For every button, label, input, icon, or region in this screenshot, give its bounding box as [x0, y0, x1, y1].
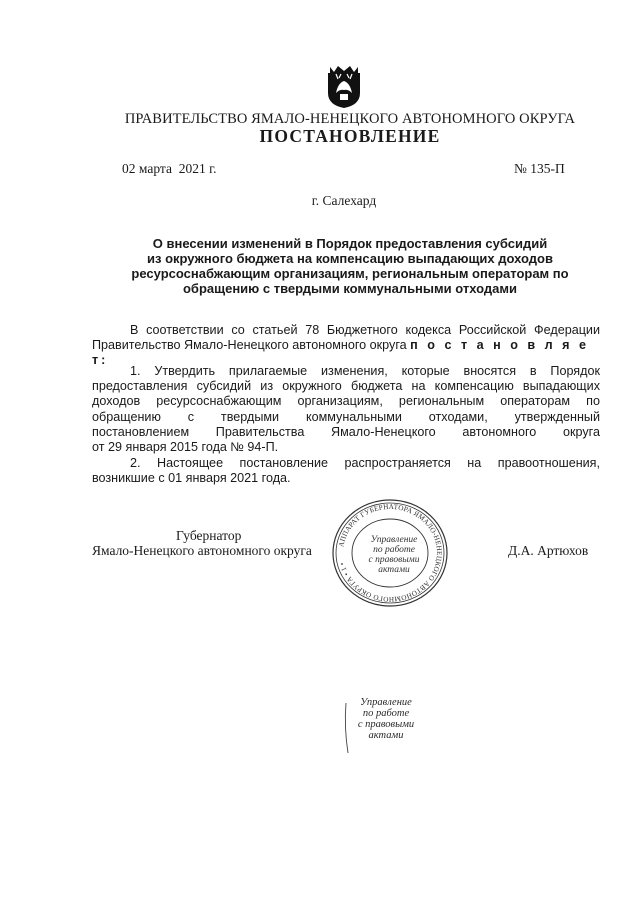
document-date: 02 марта 2021 г.	[122, 161, 217, 176]
stamp-line: Управление	[360, 697, 412, 708]
department-stamp	[340, 693, 424, 761]
item-line: обращению с твердыми коммунальными отходами, утвержденный	[92, 409, 600, 424]
item-line: предоставления субсидий из окружного бюджета на компенсацию выпадающих	[92, 379, 600, 394]
title-line: ресурсоснабжающим организациям, региональным операторам по	[131, 266, 569, 281]
title-line: из окружного бюджета на компенсацию выпадающих доходов	[147, 251, 553, 266]
title-line: О внесении изменений в Порядок предоставления субсидий	[152, 236, 548, 251]
stamp-line: актами	[368, 730, 404, 741]
document-number: № 135-П	[514, 161, 565, 176]
seal-inner-line: с правовыми	[368, 555, 420, 565]
signer-name: Д.А. Артюхов	[508, 543, 589, 558]
item-line: от 29 января 2015 года № 94-П.	[92, 440, 279, 455]
document-type: ПОСТАНОВЛЕНИЕ	[259, 126, 441, 146]
decree-item-1	[92, 364, 600, 455]
item-line: доходов ресурсоснабжающим организациям, региональным операторам по	[92, 394, 600, 409]
seal-inner-line: Управление	[370, 535, 418, 545]
government-name: ПРАВИТЕЛЬСТВО ЯМАЛО-НЕНЕЦКОГО АВТОНОМНОГО ОКРУГА	[124, 111, 576, 127]
signer-title: Губернатор	[176, 528, 242, 543]
document-city: г. Салехард	[311, 193, 377, 208]
preamble-line: В соответствии со статьей 78 Бюджетного кодекса Российской Федерации	[130, 323, 600, 337]
decree-item-2	[92, 456, 600, 486]
preamble	[92, 323, 600, 369]
preamble-prefix: Правительство Ямало-Ненецкого автономного округа	[92, 338, 411, 353]
item-line: 1. Утвердить прилагаемые изменения, которые вносятся в Порядок	[130, 364, 600, 378]
title-line: обращению с твердыми коммунальными отходами	[182, 281, 517, 296]
stamp-line: с правовыми	[357, 719, 415, 730]
seal-inner-line: по работе	[373, 545, 415, 555]
stamp-line: по работе	[362, 708, 410, 719]
item-line: постановлением Правительства Ямало-Ненецкого автономного округа	[92, 424, 600, 439]
decree-word: п о с т а н о в л я е т:	[92, 338, 590, 368]
coat-of-arms-icon	[324, 63, 364, 109]
document-title	[100, 236, 600, 296]
seal-inner-line: актами	[378, 565, 410, 575]
round-seal	[330, 497, 450, 609]
item-line: 2. Настоящее постановление распространяется на правоотношения,	[130, 456, 600, 470]
signer-region: Ямало-Ненецкого автономного округа	[92, 543, 312, 558]
item-line: возникшие с 01 января 2021 года.	[92, 471, 291, 486]
seal-ring-text: АППАРАТ ГУБЕРНАТОРА ЯМАЛО-НЕНЕЦКОГО АВТОНОМНОГО ОКРУГА • 1 •	[337, 502, 444, 604]
